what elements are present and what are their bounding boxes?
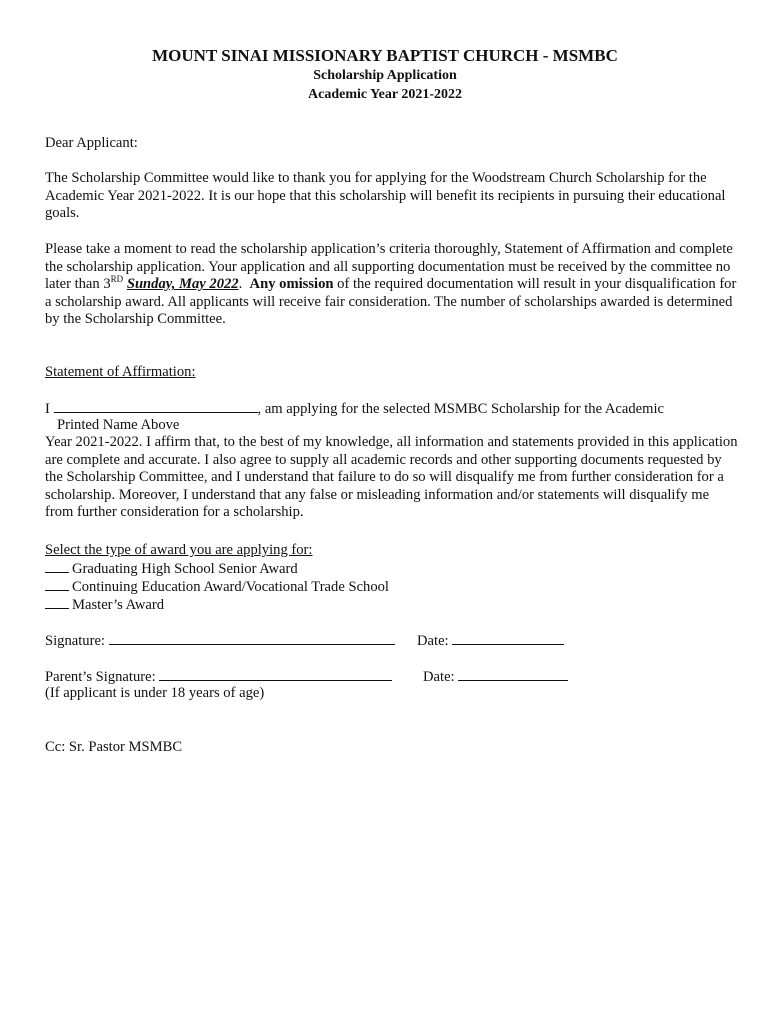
award-option-label: Continuing Education Award/Vocational Trade School <box>72 579 389 595</box>
signature-field[interactable] <box>109 631 395 645</box>
award-checkbox-blank[interactable] <box>45 595 69 609</box>
academic-year: Academic Year 2021-2022 <box>308 87 462 102</box>
award-option-label: Master’s Award <box>72 597 165 613</box>
printed-name-caption: Printed Name Above <box>57 417 180 433</box>
signature-label: Signature: <box>45 633 105 649</box>
omission-emphasis: Any omission <box>249 276 334 293</box>
award-option[interactable] <box>45 595 164 615</box>
award-option[interactable] <box>45 559 298 579</box>
date-ordinal: RD <box>110 274 124 285</box>
document-title: MOUNT SINAI MISSIONARY BAPTIST CHURCH - MSMBC <box>152 46 618 65</box>
affirmation-prefix: I <box>45 401 50 417</box>
award-option[interactable] <box>45 577 389 597</box>
instructions-text-b: . <box>238 276 243 293</box>
date-label: Date: <box>417 633 449 649</box>
instructions-text-a: Please take a moment to read the scholarship application’s criteria thoroughly, Statement of Affirmation and complete the scholarship application. Your application and all supporting documentation must be received by the committee no later than 3 <box>45 241 733 293</box>
date-row <box>417 631 564 651</box>
printed-name-field[interactable] <box>54 399 258 413</box>
award-checkbox-blank[interactable] <box>45 559 69 573</box>
parent-signature-label: Parent’s Signature: <box>45 669 156 685</box>
affirmation-after-blank: , am applying for the selected MSMBC Scholarship for the Academic <box>257 401 665 417</box>
deadline-date: Sunday, May 2022 <box>126 276 239 293</box>
date-field[interactable] <box>452 631 564 645</box>
document-subtitle: Scholarship Application <box>313 68 457 83</box>
parent-date-field[interactable] <box>458 667 568 681</box>
cc-line: Cc: Sr. Pastor MSMBC <box>45 739 183 755</box>
affirmation-heading: Statement of Affirmation: <box>45 364 196 380</box>
parent-note: (If applicant is under 18 years of age) <box>45 685 265 701</box>
parent-signature-row <box>45 667 392 687</box>
printed-name-row <box>45 399 664 419</box>
intro-paragraph: The Scholarship Committee would like to thank you for applying for the Woodstream Church Scholarship for the Academic Year 2021-2022. It is our hope that this scholarship will benefit its recipients in pursuing their educational goals. <box>45 170 726 222</box>
salutation: Dear Applicant: <box>45 135 138 151</box>
award-option-label: Graduating High School Senior Award <box>72 561 298 577</box>
parent-date-label: Date: <box>423 669 455 685</box>
parent-signature-field[interactable] <box>159 667 392 681</box>
instructions-text-c: of the required documentation will result in your disqualification for a scholarship award. All applicants will receive fair consideration. The number of scholarships awarded is determined by the Scholarship Committee. <box>45 276 737 328</box>
instructions-paragraph <box>45 241 740 329</box>
award-checkbox-blank[interactable] <box>45 577 69 591</box>
parent-date-row <box>423 667 568 687</box>
award-heading: Select the type of award you are applying for: <box>45 542 313 558</box>
signature-row <box>45 631 395 651</box>
affirmation-body: Year 2021-2022. I affirm that, to the best of my knowledge, all information and statements provided in this application are complete and accurate. I also agree to supply all academic records and other supporting documents requested by the Scholarship Committee, and I understand that failure to do so will disqualify me from further consideration for a scholarship. Moreover, I understand that any false or misleading information and/or statements will disqualify me from further consideration for a scholarship. <box>45 434 738 521</box>
